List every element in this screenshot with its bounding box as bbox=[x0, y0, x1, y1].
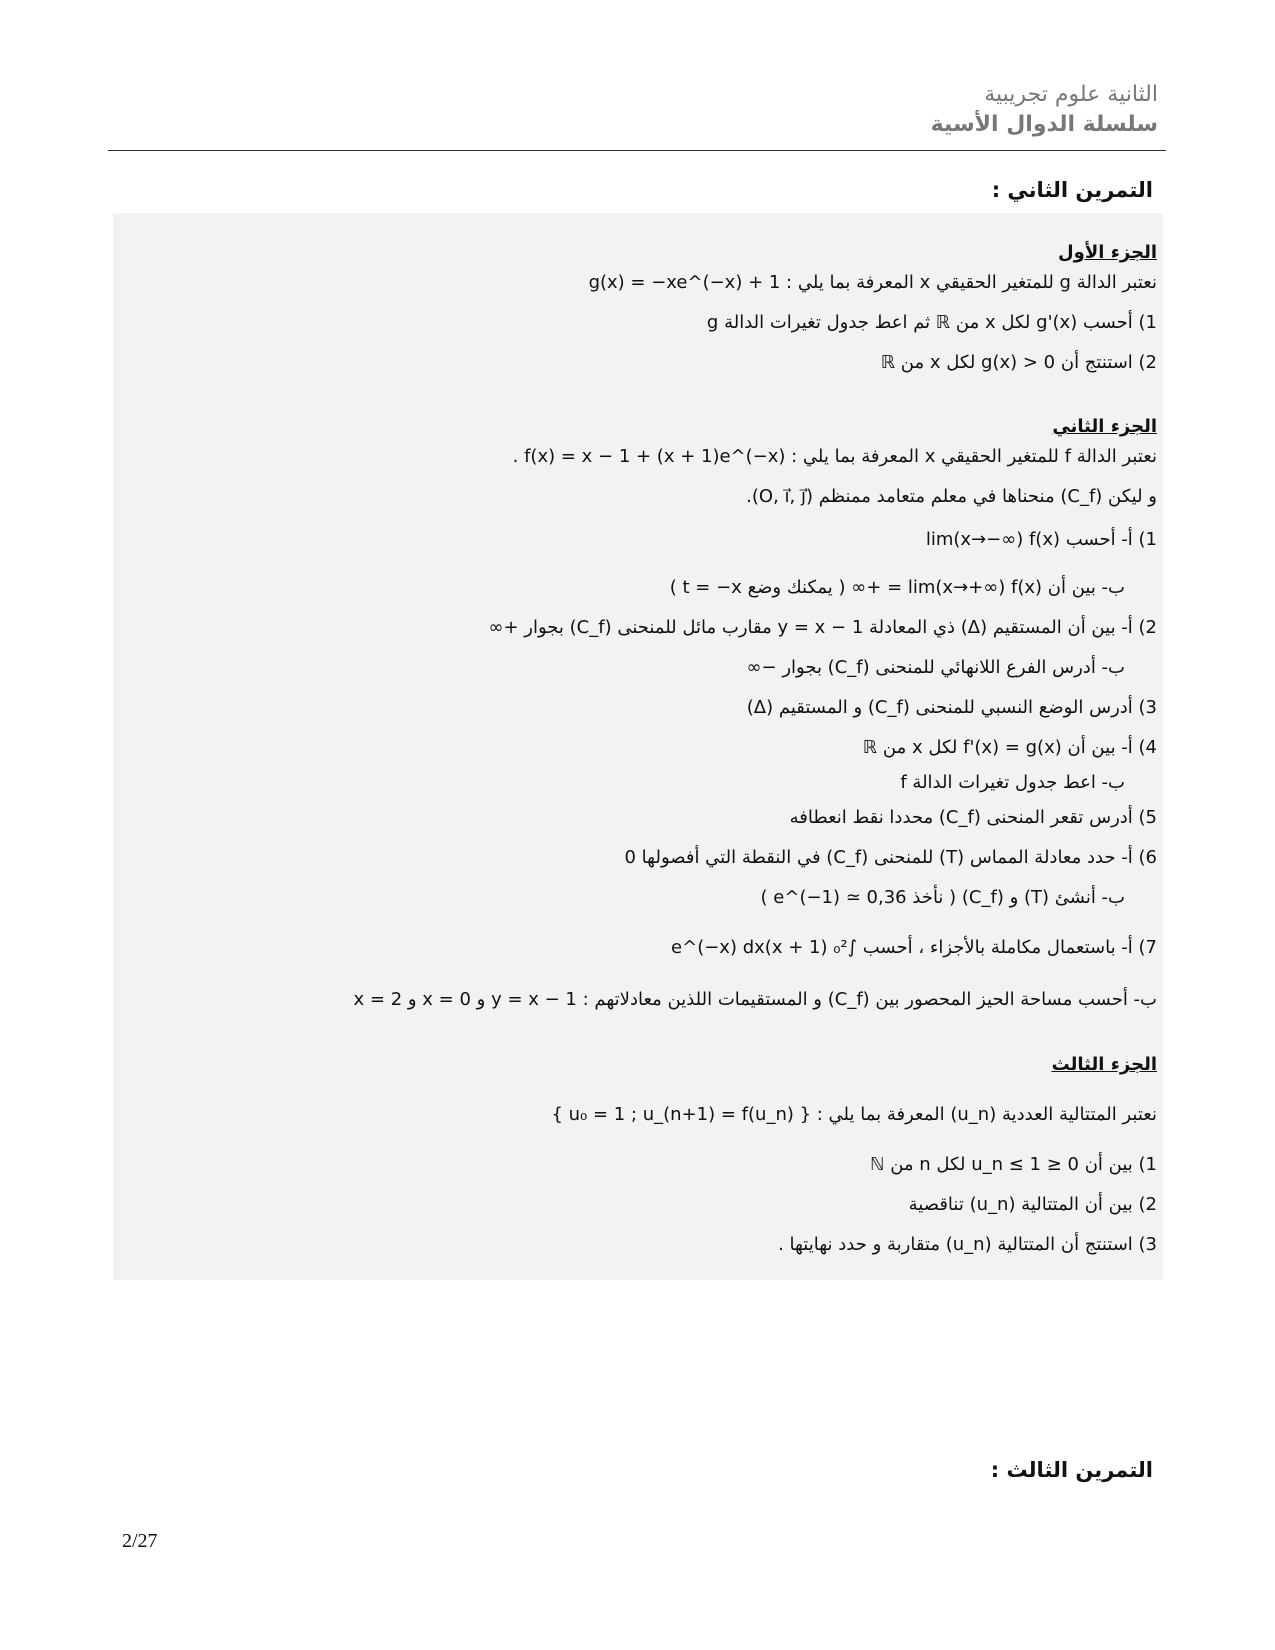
part-3-q3: 3) استنتج أن المتتالية (u_n) متقاربة و حدد نهايتها . bbox=[778, 1234, 1157, 1255]
page-number: 2/27 bbox=[122, 1530, 158, 1552]
part-3-intro: نعتبر المتتالية العددية (u_n) المعرفة بما يلي : { u₀ = 1 ; u_(n+1) = f(u_n) } bbox=[551, 1104, 1157, 1125]
part-1-q2: 2) استنتج أن g(x) > 0 لكل x من ℝ bbox=[880, 352, 1157, 373]
part-3-heading: الجزء الثالث bbox=[1051, 1054, 1157, 1075]
part-2-q2b: ب- أدرس الفرع اللانهائي للمنحنى (C_f) بجوار −∞ bbox=[746, 657, 1125, 678]
exercise-2-title: التمرين الثاني : bbox=[991, 178, 1153, 202]
part-2-intro-curve: و ليكن (C_f) منحناها في معلم متعامد ممنظم (O, i⃗, j⃗). bbox=[746, 486, 1157, 507]
part-2-q6a: 6) أ- حدد معادلة المماس (T) للمنحنى (C_f) في النقطة التي أفصولها 0 bbox=[624, 847, 1157, 868]
part-2-q5: 5) أدرس تقعر المنحنى (C_f) محددا نقط انعطافه bbox=[789, 807, 1157, 828]
part-1-heading: الجزء الأول bbox=[1058, 242, 1157, 263]
series-title: سلسلة الدوال الأسية bbox=[930, 112, 1158, 137]
part-3-q1: 1) بين أن 0 ≤ u_n ≤ 1 لكل n من ℕ bbox=[870, 1154, 1157, 1175]
part-1-intro: نعتبر الدالة g للمتغير الحقيقي x المعرفة بما يلي : g(x) = −xe^(−x) + 1 bbox=[588, 272, 1157, 293]
exercise-3-title: التمرين الثالث : bbox=[990, 1458, 1153, 1482]
part-2-q7b: ب- أحسب مساحة الحيز المحصور بين (C_f) و المستقيمات اللذين معادلاتهم : y = x − 1 و x = 0 و x = 2 bbox=[353, 989, 1157, 1010]
part-3-q2: 2) بين أن المتتالية (u_n) تناقصية bbox=[908, 1194, 1157, 1215]
header-divider bbox=[108, 150, 1166, 151]
level-label: الثانية علوم تجريبية bbox=[984, 82, 1158, 107]
part-2-q3: 3) أدرس الوضع النسبي للمنحنى (C_f) و المستقيم (Δ) bbox=[746, 697, 1157, 718]
part-2-q7a: 7) أ- باستعمال مكاملة بالأجزاء ، أحسب ∫₀² (x + 1)e^(−x) dx bbox=[671, 937, 1157, 958]
part-2-q4a: 4) أ- بين أن f'(x) = g(x) لكل x من ℝ bbox=[862, 737, 1157, 758]
part-2-q4b: ب- اعط جدول تغيرات الدالة f bbox=[900, 772, 1125, 793]
part-2-q2a: 2) أ- بين أن المستقيم (Δ) ذي المعادلة y = x − 1 مقارب مائل للمنحنى (C_f) بجوار +∞ bbox=[488, 617, 1157, 638]
part-2-q1a: 1) أ- أحسب lim(x→−∞) f(x) bbox=[925, 529, 1157, 550]
part-2-heading: الجزء الثاني bbox=[1052, 416, 1157, 437]
page-header bbox=[108, 80, 1158, 140]
part-1-q1: 1) أحسب g'(x) لكل x من ℝ ثم اعط جدول تغيرات الدالة g bbox=[706, 312, 1157, 333]
part-2-q1b: ب- بين أن lim(x→+∞) f(x) = +∞ ( يمكنك وضع t = −x ) bbox=[669, 577, 1125, 598]
part-2-intro: نعتبر الدالة f للمتغير الحقيقي x المعرفة بما يلي : f(x) = x − 1 + (x + 1)e^(−x) . bbox=[512, 446, 1157, 467]
part-2-q6b: ب- أنشئ (T) و (C_f) ( نأخذ e^(−1) ≃ 0,36 ) bbox=[760, 887, 1125, 908]
